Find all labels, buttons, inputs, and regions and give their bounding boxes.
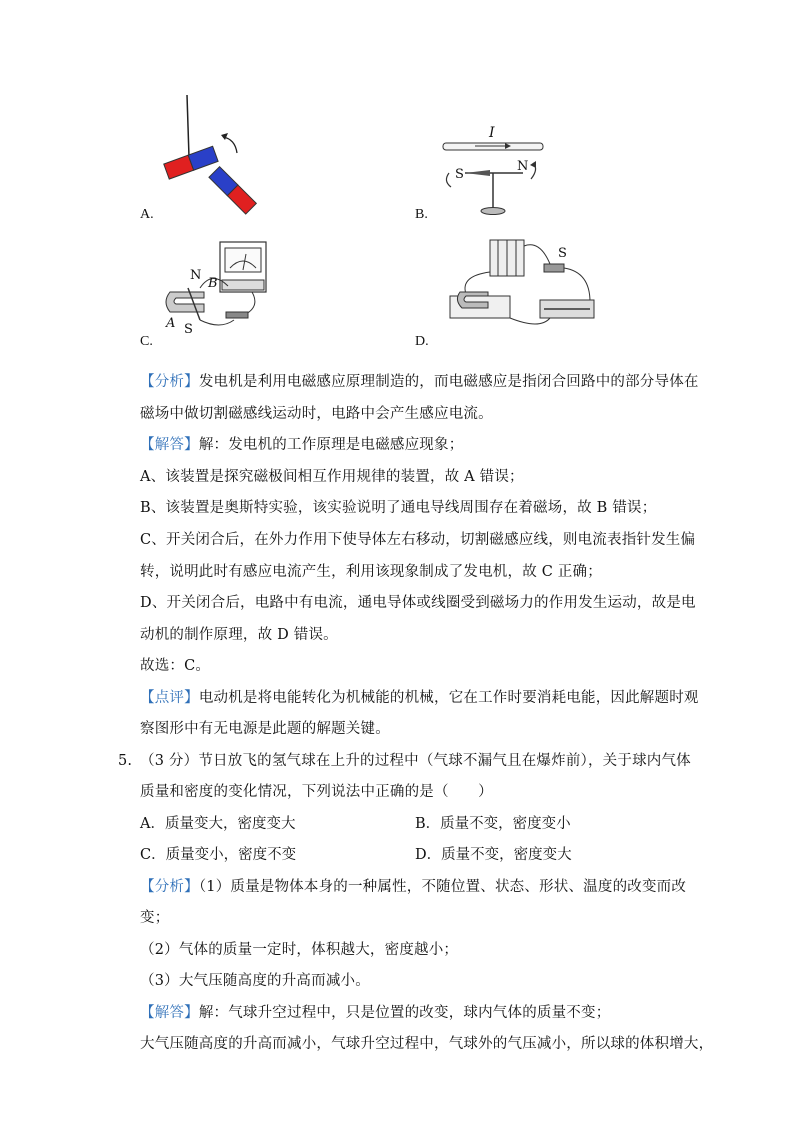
q5-option-a: A．质量变大，密度变大 <box>140 816 296 832</box>
q5-option-d: D．质量不变，密度变大 <box>415 847 572 863</box>
figure-c <box>160 240 270 335</box>
q4-answer-line1: 【解答】解：发电机的工作原理是电磁感应现象； <box>140 437 464 453</box>
figure-b-label: B. <box>415 207 428 222</box>
figure-b <box>435 125 555 220</box>
comment-tag: 【点评】 <box>140 690 199 706</box>
q4-answer-d1: D、开关闭合后，电路中有电流，通电导体或线圈受到磁场力的作用发生运动，故是电 <box>140 595 696 611</box>
figure-d-label: D. <box>415 334 429 349</box>
north-pole-label: N <box>517 159 529 174</box>
oersted-experiment-illustration <box>435 125 555 220</box>
south-pole-label: S <box>184 322 193 337</box>
q4-answer-c1: C、开关闭合后，在外力作用下使导体左右移动，切割磁感应线，则电流表指针发生偏 <box>140 532 696 548</box>
q5-analysis-1a: 【分析】（1）质量是物体本身的一种属性，不随位置、状态、形状、温度的改变而改 <box>140 879 687 895</box>
question-number: 5. <box>118 753 133 769</box>
q5-stem-line2: 质量和密度的变化情况，下列说法中正确的是（ ） <box>140 784 493 800</box>
answer-tag: 【解答】 <box>140 1005 199 1021</box>
south-pole-label: S <box>455 167 464 182</box>
figure-a-label: A. <box>140 207 154 222</box>
q5-stem-line1: 5. （3 分）节日放飞的氢气球在上升的过程中（气球不漏气且在爆炸前），关于球内气体 <box>118 753 691 769</box>
q4-comment-line2: 察图形中有无电源是此题的解题关键。 <box>140 721 390 737</box>
q5-analysis-2: （2）气体的质量一定时，体积越大，密度越小； <box>140 942 459 958</box>
q5-analysis-1b: 变； <box>140 910 170 926</box>
q4-answer-d2: 动机的制作原理，故 D 错误。 <box>140 627 338 643</box>
figure-a <box>155 95 275 220</box>
analysis-tag: 【分析】 <box>140 879 199 895</box>
figure-c-label: C. <box>140 334 153 349</box>
q5-option-b: B．质量不变，密度变小 <box>415 816 571 832</box>
motor-circuit-illustration <box>440 232 600 332</box>
current-label: I <box>489 125 495 141</box>
q4-comment-line1: 【点评】电动机是将电能转化为机械能的机械，它在工作时要消耗电能，因此解题时观 <box>140 690 699 706</box>
q4-analysis-line2: 磁场中做切割磁感线运动时，电路中会产生感应电流。 <box>140 406 493 422</box>
magnet-interaction-illustration <box>155 95 275 220</box>
answer-tag: 【解答】 <box>140 437 199 453</box>
q4-answer-c2: 转，说明此时有感应电流产生，利用该现象制成了发电机，故 C 正确； <box>140 564 602 580</box>
figure-d <box>440 232 600 332</box>
q4-analysis-line1: 【分析】发电机是利用电磁感应原理制造的，而电磁感应是指闭合回路中的部分导体在 <box>140 374 699 390</box>
north-pole-label: N <box>190 268 202 283</box>
q4-answer-a: A、该装置是探究磁极间相互作用规律的装置，故 A 错误； <box>140 469 524 485</box>
q5-option-c: C．质量变小，密度不变 <box>140 847 297 863</box>
conductor-end-a-label: A <box>166 316 176 331</box>
conductor-end-b-label: B <box>208 276 218 291</box>
analysis-tag: 【分析】 <box>140 374 199 390</box>
q4-choice: 故选：C。 <box>140 658 211 674</box>
q5-analysis-3: （3）大气压随高度的升高而减小。 <box>140 973 370 989</box>
q5-answer-line2: 大气压随高度的升高而减小，气球升空过程中，气球外的气压减小，所以球的体积增大， <box>140 1036 714 1052</box>
switch-label: S <box>558 246 567 261</box>
q4-answer-b: B、该装置是奥斯特实验，该实验说明了通电导线周围存在着磁场，故 B 错误； <box>140 500 657 516</box>
q5-answer-line1: 【解答】解：气球升空过程中，只是位置的改变，球内气体的质量不变； <box>140 1005 611 1021</box>
